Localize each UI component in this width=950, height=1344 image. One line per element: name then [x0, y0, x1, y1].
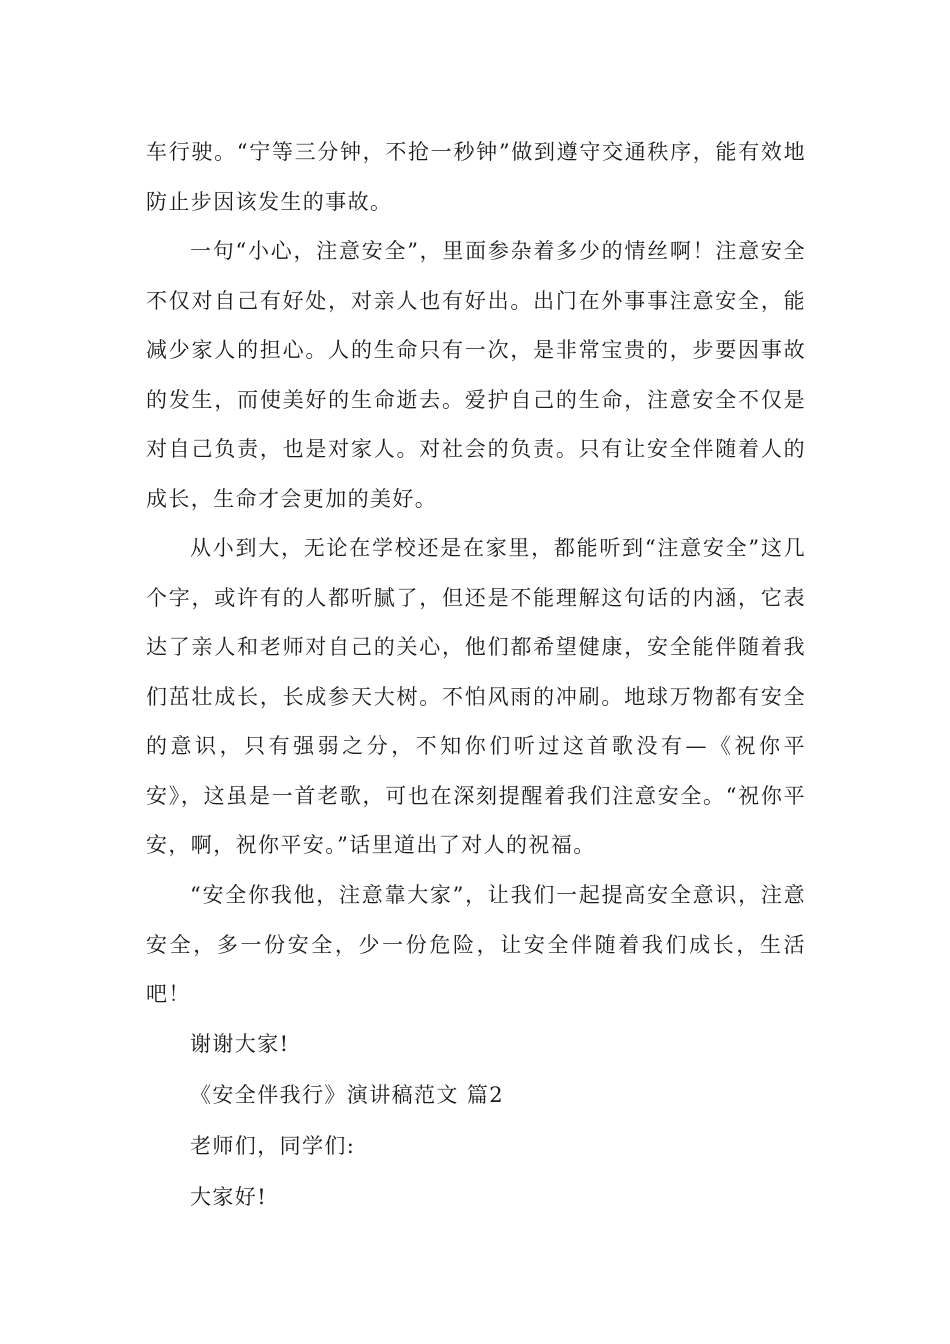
paragraph-4: “安全你我他，注意靠大家”，让我们一起提高安全意识，注意安全，多一份安全，少一份危险，让安全伴随着我们成长，生活吧！: [146, 883, 806, 1006]
salutation-line: 老师们，同学们:: [190, 1134, 356, 1158]
paragraph-3: 从小到大，无论在学校还是在家里，都能听到“注意安全”这几个字，或许有的人都听腻了，但还是不能理解这句话的内涵，它表达了亲人和老师对自己的关心，他们都希望健康，安全能伴随着我们茁壮成长，长成参天大树。不怕风雨的冲刷。地球万物都有安全的意识，只有强弱之分，不知你们听过这首歌没有—《祝你平安》，这虽是一首老歌，可也在深刻提醒着我们注意安全。“祝你平安，啊，祝你平安。”话里道出了对人的祝福。: [146, 536, 806, 857]
greeting-line: 大家好!: [190, 1185, 268, 1209]
section-title: 《安全伴我行》演讲稿范文 篇2: [190, 1083, 505, 1107]
thanks-line: 谢谢大家!: [190, 1032, 290, 1056]
paragraph-2: 一句“小心，注意安全”，里面参杂着多少的情丝啊！注意安全不仅对自己有好处，对亲人也有好出。出门在外事事注意安全，能减少家人的担心。人的生命只有一次，是非常宝贵的，步要因事故的发生，而使美好的生命逝去。爱护自己的生命，注意安全不仅是对自己负责，也是对家人。对社会的负责。只有让安全伴随着人的成长，生命才会更加的美好。: [146, 239, 806, 511]
paragraph-1: 车行驶。“宁等三分钟，不抢一秒钟”做到遵守交通秩序，能有效地防止步因该发生的事故。: [146, 140, 806, 214]
